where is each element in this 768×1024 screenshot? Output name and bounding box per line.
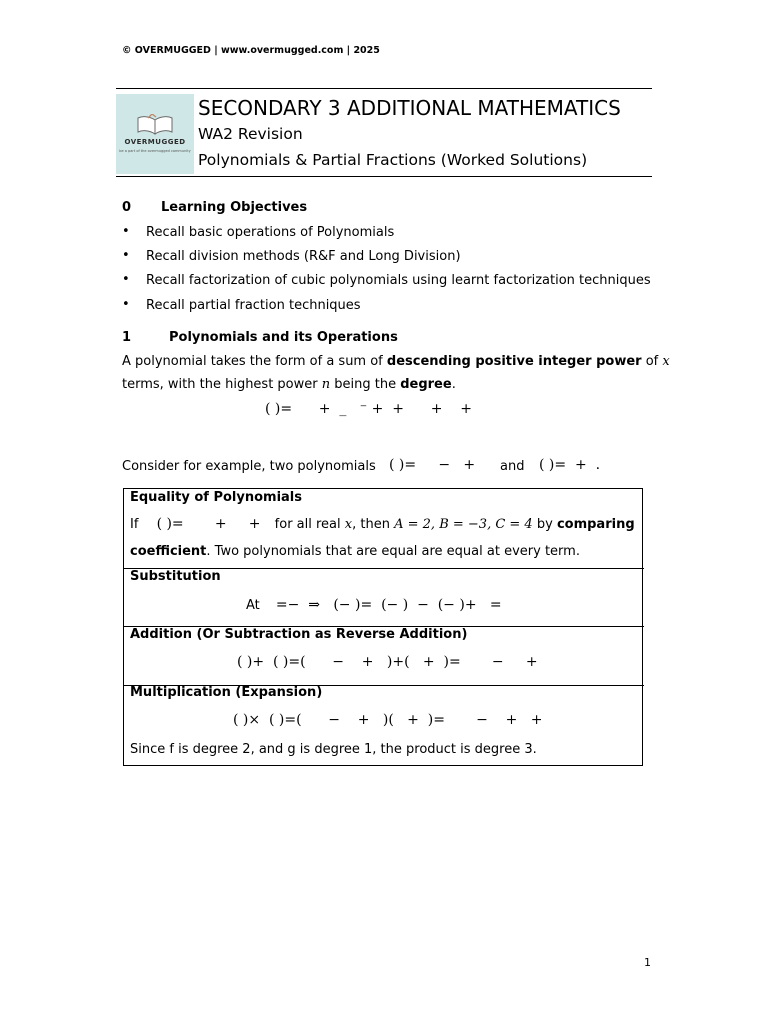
list-item-text: Recall partial fraction techniques: [146, 298, 361, 313]
substitution-line: At =− ⇒ (− )= (− ) − (− )+ =: [246, 597, 502, 613]
polynomial-definition-line-1: A polynomial takes the form of a sum of descending positive integer power of x: [122, 354, 670, 369]
substitution-heading: Substitution: [130, 569, 221, 584]
example-f-formula: ( )= − +: [389, 457, 476, 473]
example-g-formula: ( )= + .: [539, 457, 601, 473]
equality-line-1: If ( )= + + for all real x, then A = 2, B = −3, C = 4 by comparing: [130, 516, 635, 532]
section-number: 0: [122, 200, 132, 215]
example-sentence: Consider for example, two polynomials: [122, 459, 376, 474]
equality-line-2: coefficient. Two polynomials that are equal are equal at every term.: [130, 544, 580, 559]
multiplication-note: Since f is degree 2, and g is degree 1, the product is degree 3.: [130, 742, 537, 757]
bullet-icon: •: [122, 272, 130, 287]
emphasis: degree: [400, 377, 452, 392]
addition-formula: ( )+ ( )=( − + )+( + )= − +: [237, 654, 538, 670]
general-polynomial-formula: ( )= + _ ⁻ + + + +: [265, 401, 472, 417]
example-and: and: [500, 459, 525, 474]
document-title: SECONDARY 3 ADDITIONAL MATHEMATICS: [198, 96, 621, 120]
bullet-icon: •: [122, 297, 130, 312]
list-item-text: Recall division methods (R&F and Long Division): [146, 249, 461, 264]
open-book-icon: [136, 114, 174, 136]
section-number: 1: [122, 330, 132, 345]
bullet-icon: •: [122, 248, 130, 263]
polynomial-definition-line-2: terms, with the highest power n being the degree.: [122, 377, 456, 392]
document-subtitle-1: WA2 Revision: [198, 125, 303, 143]
page-number: 1: [644, 956, 651, 969]
addition-heading: Addition (Or Subtraction as Reverse Addition): [130, 627, 468, 642]
section-1-heading: [122, 330, 398, 345]
list-item-text: Recall basic operations of Polynomials: [146, 225, 395, 240]
multiplication-heading: Multiplication (Expansion): [130, 685, 323, 700]
section-0-heading: [122, 200, 308, 215]
bullet-icon: •: [122, 224, 130, 239]
operations-table: [123, 488, 643, 766]
logo-tagline: be a part of the overmugged community: [119, 149, 191, 153]
overmugged-logo: [116, 94, 194, 174]
list-item-text: Recall factorization of cubic polynomials using learnt factorization techniques: [146, 273, 651, 288]
copyright-line: © OVERMUGGED | www.overmugged.com | 2025: [122, 45, 380, 56]
header-top-rule: [116, 88, 652, 89]
section-title: Polynomials and its Operations: [169, 330, 398, 345]
equality-heading: Equality of Polynomials: [130, 490, 302, 505]
multiplication-formula: ( )× ( )=( − + )( + )= − + +: [233, 712, 543, 728]
emphasis: descending positive integer power: [386, 354, 642, 369]
logo-brand-text: OVERMUGGED: [124, 138, 186, 146]
document-subtitle-2: Polynomials & Partial Fractions (Worked Solutions): [198, 151, 588, 169]
header-bottom-rule: [116, 176, 652, 177]
section-title: Learning Objectives: [161, 200, 308, 215]
